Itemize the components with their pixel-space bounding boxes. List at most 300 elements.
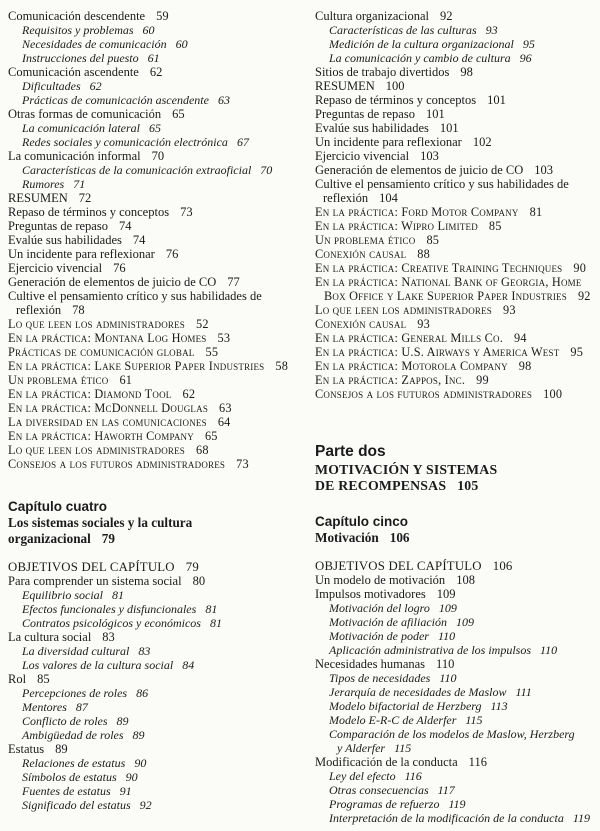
chapter-objectives-entry [8,560,297,574]
toc-entry-text: Cultive el pensamiento crítico y sus habilidades de [8,289,262,303]
page-number: 95 [522,37,535,51]
toc-entry [315,587,600,601]
toc-feature-entry-text: La diversidad en las comunicaciones [8,415,207,429]
part-title-continuation [315,478,600,494]
toc-entry [315,163,600,177]
toc-subentry-text: Mentores [22,700,67,714]
toc-entry-text: RESUMEN [315,79,375,93]
toc-entry-text: Otras formas de comunicación [8,107,162,121]
toc-subentry [315,811,600,825]
page-number: 70 [151,149,165,163]
toc-feature-entry-text: En la práctica: McDonnell Douglas [8,401,209,415]
toc-entry-text: Cultura organizacional [315,9,429,23]
toc-entry-text: Repaso de términos y conceptos [315,93,477,107]
toc-subentry [8,163,297,177]
chapter-label [315,513,600,530]
toc-entry [8,289,297,303]
toc-subentry-text: Percepciones de roles [22,686,128,700]
page-number: 111 [515,685,532,699]
part-title [315,462,600,478]
page-number: 94 [514,331,527,345]
toc-entry [315,573,600,587]
toc-entry-text: La cultura social [8,630,92,644]
page-number: 86 [136,686,149,700]
page-number: 116 [468,755,487,769]
toc-subentry [315,601,600,615]
page-number: 92 [439,9,453,23]
chapter-title [8,515,297,531]
toc-subentry [8,23,297,37]
toc-feature-entry [8,317,297,331]
toc-entry-text: Ejercicio vivencial [315,149,410,163]
page-number: 90 [573,261,587,275]
section-gap [8,547,297,560]
page-number: 100 [385,79,405,93]
page-number: 88 [417,247,430,261]
toc-entry-text: Evalúe sus habilidades [315,121,429,135]
toc-entry-continuation-text: reflexión [16,303,62,317]
toc-feature-entry-text: En la práctica: Motorola Company [315,359,508,373]
page-number: 52 [196,317,209,331]
toc-feature-entry-text: En la práctica: Wipro Limited [315,219,478,233]
page-number: 65 [148,121,161,135]
toc-entry-continuation [315,191,600,205]
toc-feature-entry [8,345,297,359]
toc-subentry [315,37,600,51]
page-number: 74 [118,219,132,233]
page-number: 60 [142,23,155,37]
page-number: 74 [132,233,146,247]
page-number: 83 [102,630,115,644]
page-number: 102 [472,135,492,149]
chapter-label-text: Capítulo cinco [315,514,409,529]
toc-entry-text: Ejercicio vivencial [8,261,103,275]
page-number: 58 [275,359,289,373]
page-number: 85 [488,219,502,233]
toc-feature-entry [8,331,297,345]
chapter-title [315,530,600,546]
chapter-objectives-entry [315,559,600,573]
toc-feature-entry-text: Lo que leen los administradores [8,317,186,331]
toc-entry [315,135,600,149]
toc-entry [315,177,600,191]
toc-entry-text: Repaso de términos y conceptos [8,205,170,219]
page-number: 119 [448,797,466,811]
toc-subentry-text: Modelo E-R-C de Alderfer [329,713,457,727]
toc-subentry [8,714,297,728]
part-label [315,442,600,462]
toc-entry-text: RESUMEN [8,191,68,205]
toc-subentry-continuation [315,741,600,755]
toc-entry [8,107,297,121]
toc-subentry [8,658,297,672]
toc-subentry-text: Instrucciones del puesto [22,51,139,65]
toc-subentry-text: Otras consecuencias [329,783,429,797]
toc-subentry-text: Efectos funcionales y disfuncionales [22,602,197,616]
page-number: 62 [89,79,102,93]
page-number: 110 [540,643,558,657]
toc-subentry [8,616,297,630]
section-gap [315,546,600,559]
toc-subentry-text: Conflicto de roles [22,714,108,728]
page-number: 87 [75,700,88,714]
toc-subentry [315,727,600,741]
toc-entry [8,149,297,163]
page-number: 113 [490,699,508,713]
toc-entry [8,247,297,261]
toc-subentry [8,798,297,812]
page-number: 80 [192,574,206,588]
toc-feature-entry-text: En la práctica: Zappos, Inc. [315,373,466,387]
toc-feature-entry [315,261,600,275]
toc-feature-entry [8,415,297,429]
toc-entry [8,275,297,289]
toc-entry [315,657,600,671]
toc-feature-entry-text: Un problema ético [315,233,416,247]
page-number: 115 [465,713,483,727]
toc-entry-text: Preguntas de repaso [315,107,415,121]
page-number: 98 [518,359,532,373]
toc-subentry-text: Significado del estatus [22,798,131,812]
chapter-title-continuation-text: organizacional [8,531,91,546]
toc-subentry-text: Contratos psicológicos y económicos [22,616,201,630]
page-number: 108 [456,573,475,587]
toc-subentry [8,784,297,798]
toc-subentry-text: Aplicación administrativa de los impulsos [329,643,531,657]
page-number: 71 [73,177,86,191]
toc-subentry-text: Tipos de necesidades [329,671,431,685]
section-gap [315,494,600,513]
toc-feature-entry-text: En la práctica: Creative Training Techniques [315,261,563,275]
toc-feature-entry [315,205,600,219]
page-number: 83 [138,644,151,658]
toc-subentry-text: Equilibrio social [22,588,103,602]
page-number: 91 [119,784,132,798]
page-number: 59 [156,9,169,23]
page-number: 103 [534,163,554,177]
toc-feature-entry [8,429,297,443]
toc-entry [315,107,600,121]
page-number: 65 [204,429,218,443]
toc-feature-entry [315,345,600,359]
toc-subentry-text: Programas de refuerzo [329,797,440,811]
toc-feature-entry-text: Lo que leen los administradores [315,303,493,317]
toc-feature-entry-text: En la práctica: Haworth Company [8,429,194,443]
toc-entry-text: Comunicación ascendente [8,65,139,79]
toc-feature-entry-text: Conexión causal [315,317,407,331]
page-number: 53 [217,331,231,345]
toc-subentry [8,686,297,700]
toc-subentry [8,37,297,51]
page-number: 65 [172,107,185,121]
page-number: 106 [492,559,513,573]
toc-subentry-text: Modelo bifactorial de Herzberg [329,699,482,713]
page-number: 117 [437,783,455,797]
toc-entry-text: Un incidente para reflexionar [315,135,462,149]
toc-subentry [8,93,297,107]
page-number: 95 [570,345,584,359]
page-number: 99 [476,373,489,387]
chapter-label-text: Capítulo cuatro [8,499,108,514]
page-number: 76 [165,247,179,261]
toc-subentry-text: Necesidades de comunicación [22,37,167,51]
toc-feature-entry-text: En la práctica: General Mills Co. [315,331,503,345]
toc-subentry [8,770,297,784]
toc-feature-entry-text: Prácticas de comunicación global [8,345,195,359]
page-number: 109 [438,601,457,615]
page-number: 76 [113,261,126,275]
toc-subentry-text: Los valores de la cultura social [22,658,174,672]
toc-entry [8,233,297,247]
chapter-title-text: Los sistemas sociales y la cultura [8,515,193,530]
page-number: 89 [116,714,129,728]
toc-feature-entry-text: En la práctica: Lake Superior Paper Industries [8,359,265,373]
page-number: 110 [439,671,457,685]
toc-subentry-text: Motivación de afiliación [329,615,447,629]
toc-feature-entry [315,303,600,317]
toc-subentry [8,79,297,93]
toc-subentry [8,756,297,770]
toc-subentry-text: Fuentes de estatus [22,784,111,798]
page-number: 119 [572,811,590,825]
toc-subentry-text: Motivación de poder [329,629,429,643]
page-number: 61 [119,373,133,387]
page-number: 93 [417,317,430,331]
toc-feature-entry [315,373,600,387]
part-title-continuation-text: DE RECOMPENSAS [315,478,447,493]
toc-feature-entry [8,457,297,471]
page-number: 90 [125,770,138,784]
toc-subentry-text: Dificultades [22,79,81,93]
page-number: 81 [205,602,218,616]
page-number: 72 [78,191,92,205]
toc-subentry [315,699,600,713]
toc-subentry [8,135,297,149]
toc-entry-text: Un incidente para reflexionar [8,247,155,261]
page-number: 60 [175,37,188,51]
toc-subentry-text: La diversidad cultural [22,644,130,658]
toc-subentry [315,769,600,783]
page-number: 85 [426,233,440,247]
page-number: 93 [503,303,516,317]
toc-subentry [315,671,600,685]
page-number: 81 [112,588,124,602]
toc-entry [8,219,297,233]
toc-subentry-text: Requisitos y problemas [22,23,134,37]
page-number: 109 [455,615,474,629]
chapter-objectives-entry-text: OBJETIVOS DEL CAPÍTULO [315,559,482,573]
toc-subentry [8,121,297,135]
page-number: 93 [485,23,498,37]
page-number: 81 [209,616,222,630]
toc-subentry-text: Ambigüedad de roles [22,728,124,742]
toc-entry-text: Preguntas de repaso [8,219,108,233]
toc-subentry [8,588,297,602]
part-title-text: MOTIVACIÓN Y SISTEMAS [315,462,498,477]
toc-feature-entry-text: En la práctica: Montana Log Homes [8,331,207,345]
toc-subentry [315,51,600,65]
chapter-label [8,498,297,515]
section-gap [315,401,600,442]
toc-feature-entry [8,387,297,401]
page-number: 77 [227,275,240,289]
toc-feature-entry [315,387,600,401]
section-gap [8,471,297,498]
page-number: 101 [439,121,459,135]
page-number: 115 [394,741,412,755]
toc-entry-text: Modificación de la conducta [315,755,458,769]
toc-subentry-text: La comunicación lateral [22,121,140,135]
toc-entry-text: Evalúe sus habilidades [8,233,122,247]
page-number: 61 [147,51,160,65]
toc-subentry [8,644,297,658]
toc-subentry [315,783,600,797]
page-number: 79 [185,560,199,574]
toc-feature-entry-text: En la práctica: Ford Motor Company [315,205,519,219]
toc-feature-entry-continuation-text: Box Office y Lake Superior Paper Industries [324,289,567,303]
toc-subentry [8,51,297,65]
toc-feature-entry-text: Lo que leen los administradores [8,443,186,457]
toc-entry [8,65,297,79]
page-number: 68 [196,443,209,457]
toc-entry-text: Rol [8,672,27,686]
toc-subentry [315,629,600,643]
toc-entry [315,79,600,93]
page-number: 110 [437,629,456,643]
toc-subentry-text: Símbolos de estatus [22,770,117,784]
toc-entry-text: Necesidades humanas [315,657,426,671]
toc-feature-entry-text: Consejos a los futuros administradores [8,457,226,471]
page-number: 106 [389,530,410,545]
page-number: 92 [577,289,591,303]
toc-subentry-text: Ley del efecto [329,769,396,783]
page-number: 67 [236,135,249,149]
toc-subentry-text: Interpretación de la modificación de la conducta [329,811,564,825]
toc-entry [8,672,297,686]
page-number: 64 [217,415,231,429]
toc-subentry [8,602,297,616]
toc-subentry [315,643,600,657]
toc-subentry-text: Jerarquía de necesidades de Maslow [329,685,507,699]
toc-entry [8,205,297,219]
toc-entry [8,261,297,275]
toc-column-left [8,9,297,825]
toc-feature-entry [315,247,600,261]
page-number: 116 [404,769,422,783]
page-number: 109 [436,587,456,601]
page-number: 62 [182,387,196,401]
toc-subentry [315,615,600,629]
toc-feature-entry-continuation [315,289,600,303]
page-number: 55 [205,345,219,359]
page-number: 103 [420,149,439,163]
toc-subentry [8,177,297,191]
toc-feature-entry-text: En la práctica: U.S. Airways y America West [315,345,560,359]
chapter-title-text: Motivación [315,530,379,545]
page-number: 85 [37,672,50,686]
toc-feature-entry-text: Consejos a los futuros administradores [315,387,533,401]
toc-entry [315,149,600,163]
page-number: 90 [134,756,147,770]
page-number: 96 [519,51,532,65]
toc-feature-entry [315,233,600,247]
toc-entry-text: Impulsos motivadores [315,587,426,601]
toc-feature-entry [8,401,297,415]
toc-subentry [315,23,600,37]
page-number: 73 [180,205,193,219]
toc-feature-entry [8,443,297,457]
page-number: 98 [460,65,473,79]
page-number: 63 [217,93,230,107]
page-number: 101 [425,107,445,121]
chapter-objectives-entry-text: OBJETIVOS DEL CAPÍTULO [8,560,175,574]
toc-subentry-text: Prácticas de comunicación ascendente [22,93,209,107]
toc-entry-continuation-text: reflexión [323,191,369,205]
toc-feature-entry [315,359,600,373]
toc-entry-text: Comunicación descendente [8,9,146,23]
page-number: 84 [182,658,195,672]
toc-subentry [315,713,600,727]
toc-entry [8,9,297,23]
page-number: 79 [101,531,115,546]
toc-entry [8,574,297,588]
page-number: 63 [219,401,232,415]
toc-feature-entry [315,331,600,345]
toc-entry-text: Generación de elementos de juicio de CO [315,163,524,177]
toc-entry-text: Estatus [8,742,45,756]
toc-subentry-text: Rumores [22,177,65,191]
page-number: 62 [149,65,163,79]
toc-entry [315,121,600,135]
toc-subentry [8,728,297,742]
toc-subentry-text: Medición de la cultura organizacional [329,37,514,51]
toc-entry [315,755,600,769]
toc-subentry-text: Motivación del logro [329,601,430,615]
toc-subentry [315,797,600,811]
chapter-title-continuation [8,531,297,547]
toc-entry [8,630,297,644]
page-number: 104 [379,191,398,205]
toc-entry-text: Un modelo de motivación [315,573,446,587]
page-number: 89 [55,742,68,756]
page-number: 101 [487,93,506,107]
toc-feature-entry-text: Conexión causal [315,247,407,261]
toc-feature-entry-text: En la práctica: National Bank of Georgia, Home [315,275,582,289]
toc-subentry-text: Redes sociales y comunicación electrónica [22,135,228,149]
page-number: 110 [436,657,455,671]
page-number: 92 [139,798,152,812]
toc-entry-text: La comunicación informal [8,149,141,163]
part-label-text: Parte dos [315,443,386,460]
page-number: 81 [529,205,543,219]
page-number: 105 [457,478,479,493]
page-number: 73 [236,457,249,471]
toc-entry [315,93,600,107]
page-number: 100 [543,387,563,401]
toc-feature-entry [8,373,297,387]
toc-entry [315,9,600,23]
toc-entry [315,65,600,79]
toc-entry-continuation [8,303,297,317]
toc-entry [8,191,297,205]
toc-feature-entry [315,219,600,233]
toc-entry-text: Sitios de trabajo divertidos [315,65,450,79]
toc-entry-text: Para comprender un sistema social [8,574,182,588]
toc-feature-entry [8,359,297,373]
toc-entry-text: Generación de elementos de juicio de CO [8,275,217,289]
page-number: 70 [260,163,273,177]
toc-feature-entry [315,275,600,289]
